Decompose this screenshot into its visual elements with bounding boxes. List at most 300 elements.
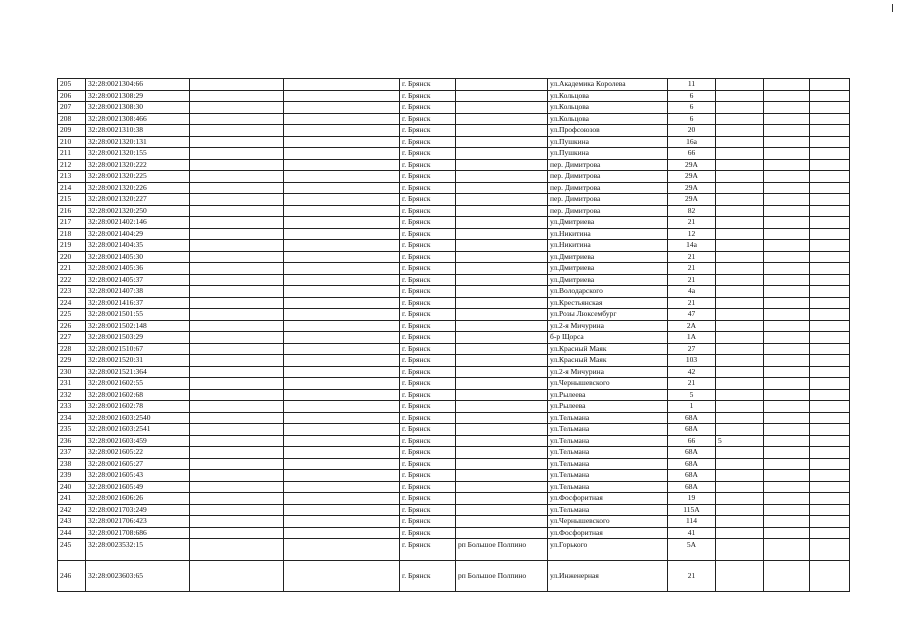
extra-cell: [716, 481, 764, 493]
house-number-cell: 6: [668, 113, 716, 125]
empty-cell: [764, 251, 810, 263]
empty-cell: [190, 561, 284, 592]
empty-cell: [284, 136, 400, 148]
empty-cell: [190, 286, 284, 298]
empty-cell: [284, 148, 400, 160]
house-number-cell: 21: [668, 263, 716, 275]
extra-cell: [716, 527, 764, 539]
row-number: 218: [58, 228, 86, 240]
cadastral-number: 32:28:0021308:466: [86, 113, 190, 125]
city-cell: г. Брянск: [400, 240, 456, 252]
empty-cell: [190, 493, 284, 505]
empty-cell: [190, 343, 284, 355]
house-number-cell: 14а: [668, 240, 716, 252]
row-number: 210: [58, 136, 86, 148]
city-cell: г. Брянск: [400, 286, 456, 298]
locality-cell: [456, 274, 548, 286]
table-row: [58, 447, 850, 459]
house-number-cell: 114: [668, 516, 716, 528]
empty-cell: [764, 240, 810, 252]
cadastral-number: 32:28:0021320:131: [86, 136, 190, 148]
row-number: 238: [58, 458, 86, 470]
cadastral-number: 32:28:0021320:227: [86, 194, 190, 206]
city-cell: г. Брянск: [400, 194, 456, 206]
locality-cell: [456, 332, 548, 344]
empty-cell: [284, 205, 400, 217]
empty-cell: [764, 217, 810, 229]
cadastral-number: 32:28:0021603:459: [86, 435, 190, 447]
city-cell: г. Брянск: [400, 102, 456, 114]
house-number-cell: 21: [668, 561, 716, 592]
empty-cell: [190, 159, 284, 171]
extra-cell: [716, 412, 764, 424]
empty-cell: [190, 424, 284, 436]
extra-cell: [716, 228, 764, 240]
cadastral-number: 32:28:0021405:37: [86, 274, 190, 286]
empty-cell: [764, 286, 810, 298]
empty-cell: [764, 378, 810, 390]
street-cell: ул.Академика Королева: [548, 79, 668, 91]
empty-cell: [284, 447, 400, 459]
empty-cell: [284, 90, 400, 102]
street-cell: ул.Чернышевского: [548, 378, 668, 390]
cadastral-number: 32:28:0021310:38: [86, 125, 190, 137]
table-row: [58, 113, 850, 125]
table-row: [58, 194, 850, 206]
street-cell: ул.2-я Мичурина: [548, 366, 668, 378]
empty-cell: [810, 90, 850, 102]
locality-cell: [456, 435, 548, 447]
empty-cell: [190, 194, 284, 206]
row-number: 205: [58, 79, 86, 91]
empty-cell: [810, 113, 850, 125]
empty-cell: [764, 90, 810, 102]
cadastral-number: 32:28:0021602:68: [86, 389, 190, 401]
extra-cell: [716, 458, 764, 470]
row-number: 232: [58, 389, 86, 401]
house-number-cell: 21: [668, 297, 716, 309]
empty-cell: [810, 240, 850, 252]
cadastral-number: 32:28:0021308:30: [86, 102, 190, 114]
row-number: 206: [58, 90, 86, 102]
empty-cell: [810, 263, 850, 275]
row-number: 236: [58, 435, 86, 447]
city-cell: г. Брянск: [400, 113, 456, 125]
street-cell: ул.Профсоюзов: [548, 125, 668, 137]
row-number: 231: [58, 378, 86, 390]
locality-cell: [456, 378, 548, 390]
house-number-cell: 21: [668, 217, 716, 229]
extra-cell: [716, 539, 764, 561]
house-number-cell: 68А: [668, 447, 716, 459]
row-number: 233: [58, 401, 86, 413]
city-cell: г. Брянск: [400, 148, 456, 160]
cadastral-number: 32:28:0021605:27: [86, 458, 190, 470]
house-number-cell: 41: [668, 527, 716, 539]
locality-cell: [456, 136, 548, 148]
city-cell: г. Брянск: [400, 447, 456, 459]
row-number: 222: [58, 274, 86, 286]
street-cell: ул.Горького: [548, 539, 668, 561]
extra-cell: [716, 90, 764, 102]
locality-cell: [456, 447, 548, 459]
extra-cell: [716, 424, 764, 436]
empty-cell: [810, 274, 850, 286]
city-cell: г. Брянск: [400, 159, 456, 171]
street-cell: ул.Красный Маяк: [548, 343, 668, 355]
cadastral-number: 32:28:0021320:225: [86, 171, 190, 183]
empty-cell: [190, 309, 284, 321]
empty-cell: [190, 435, 284, 447]
cadastral-number: 32:28:0021320:250: [86, 205, 190, 217]
empty-cell: [190, 378, 284, 390]
locality-cell: [456, 458, 548, 470]
table-row: [58, 240, 850, 252]
city-cell: г. Брянск: [400, 470, 456, 482]
city-cell: г. Брянск: [400, 539, 456, 561]
empty-cell: [190, 447, 284, 459]
empty-cell: [764, 366, 810, 378]
empty-cell: [190, 389, 284, 401]
cadastral-number: 32:28:0021308:29: [86, 90, 190, 102]
extra-cell: [716, 561, 764, 592]
extra-cell: [716, 470, 764, 482]
row-number: 209: [58, 125, 86, 137]
cadastral-number: 32:28:0021503:29: [86, 332, 190, 344]
extra-cell: [716, 125, 764, 137]
row-number: 213: [58, 171, 86, 183]
street-cell: ул.Рылеева: [548, 401, 668, 413]
extra-cell: [716, 493, 764, 505]
row-number: 228: [58, 343, 86, 355]
street-cell: пер. Димитрова: [548, 159, 668, 171]
locality-cell: [456, 159, 548, 171]
empty-cell: [284, 401, 400, 413]
street-cell: ул.Красный Маяк: [548, 355, 668, 367]
house-number-cell: 66: [668, 435, 716, 447]
locality-cell: [456, 90, 548, 102]
empty-cell: [284, 194, 400, 206]
street-cell: ул.Крестьянская: [548, 297, 668, 309]
street-cell: пер. Димитрова: [548, 194, 668, 206]
street-cell: ул.Рылеева: [548, 389, 668, 401]
street-cell: ул.Тельмана: [548, 435, 668, 447]
empty-cell: [764, 205, 810, 217]
house-number-cell: 11: [668, 79, 716, 91]
row-number: 224: [58, 297, 86, 309]
table-row: [58, 263, 850, 275]
empty-cell: [190, 205, 284, 217]
city-cell: г. Брянск: [400, 343, 456, 355]
extra-cell: [716, 286, 764, 298]
street-cell: ул.Дмитриева: [548, 274, 668, 286]
empty-cell: [764, 274, 810, 286]
city-cell: г. Брянск: [400, 217, 456, 229]
empty-cell: [284, 274, 400, 286]
locality-cell: [456, 527, 548, 539]
empty-cell: [764, 527, 810, 539]
street-cell: ул.Тельмана: [548, 504, 668, 516]
locality-cell: [456, 389, 548, 401]
empty-cell: [764, 355, 810, 367]
extra-cell: [716, 102, 764, 114]
city-cell: г. Брянск: [400, 79, 456, 91]
empty-cell: [284, 561, 400, 592]
empty-cell: [190, 263, 284, 275]
empty-cell: [190, 240, 284, 252]
empty-cell: [810, 228, 850, 240]
row-number: 214: [58, 182, 86, 194]
locality-cell: [456, 171, 548, 183]
city-cell: г. Брянск: [400, 527, 456, 539]
street-cell: ул.Дмитриева: [548, 217, 668, 229]
row-number: 245: [58, 539, 86, 561]
locality-cell: [456, 286, 548, 298]
row-number: 223: [58, 286, 86, 298]
house-number-cell: 29А: [668, 159, 716, 171]
cadastral-number: 32:28:0023603:65: [86, 561, 190, 592]
extra-cell: [716, 194, 764, 206]
extra-cell: [716, 251, 764, 263]
empty-cell: [810, 458, 850, 470]
house-number-cell: 42: [668, 366, 716, 378]
row-number: 220: [58, 251, 86, 263]
empty-cell: [284, 286, 400, 298]
house-number-cell: 21: [668, 251, 716, 263]
empty-cell: [764, 320, 810, 332]
extra-cell: [716, 447, 764, 459]
empty-cell: [764, 171, 810, 183]
empty-cell: [284, 217, 400, 229]
empty-cell: [284, 343, 400, 355]
empty-cell: [764, 297, 810, 309]
table-row: [58, 297, 850, 309]
table-row: [58, 228, 850, 240]
locality-cell: [456, 263, 548, 275]
street-cell: пер. Димитрова: [548, 171, 668, 183]
city-cell: г. Брянск: [400, 205, 456, 217]
empty-cell: [810, 481, 850, 493]
empty-cell: [190, 401, 284, 413]
margin-mark: [892, 4, 893, 12]
empty-cell: [284, 240, 400, 252]
empty-cell: [810, 516, 850, 528]
empty-cell: [764, 424, 810, 436]
extra-cell: [716, 366, 764, 378]
cadastral-number: 32:28:0021602:78: [86, 401, 190, 413]
house-number-cell: 21: [668, 274, 716, 286]
table-row: [58, 286, 850, 298]
cadastral-number: 32:28:0021502:148: [86, 320, 190, 332]
empty-cell: [284, 251, 400, 263]
empty-cell: [284, 228, 400, 240]
empty-cell: [764, 309, 810, 321]
house-number-cell: 66: [668, 148, 716, 160]
street-cell: пер. Димитрова: [548, 182, 668, 194]
empty-cell: [810, 182, 850, 194]
cadastral-number: 32:28:0021520:31: [86, 355, 190, 367]
row-number: 208: [58, 113, 86, 125]
row-number: 243: [58, 516, 86, 528]
city-cell: г. Брянск: [400, 458, 456, 470]
empty-cell: [190, 102, 284, 114]
city-cell: г. Брянск: [400, 561, 456, 592]
table-row: [58, 493, 850, 505]
house-number-cell: 21: [668, 378, 716, 390]
street-cell: ул.Фосфоритная: [548, 493, 668, 505]
locality-cell: [456, 470, 548, 482]
street-cell: ул.Тельмана: [548, 470, 668, 482]
extra-cell: [716, 148, 764, 160]
empty-cell: [764, 136, 810, 148]
cadastral-number: 32:28:0021605:49: [86, 481, 190, 493]
house-number-cell: 20: [668, 125, 716, 137]
empty-cell: [810, 527, 850, 539]
house-number-cell: 29А: [668, 171, 716, 183]
city-cell: г. Брянск: [400, 228, 456, 240]
row-number: 207: [58, 102, 86, 114]
row-number: 219: [58, 240, 86, 252]
empty-cell: [810, 504, 850, 516]
house-number-cell: 115А: [668, 504, 716, 516]
empty-cell: [810, 286, 850, 298]
table-row: [58, 401, 850, 413]
row-number: 237: [58, 447, 86, 459]
street-cell: ул.Кольцова: [548, 102, 668, 114]
extra-cell: 5: [716, 435, 764, 447]
empty-cell: [810, 205, 850, 217]
locality-cell: [456, 228, 548, 240]
empty-cell: [810, 332, 850, 344]
street-cell: ул.Пушкина: [548, 148, 668, 160]
house-number-cell: 29А: [668, 182, 716, 194]
house-number-cell: 68А: [668, 458, 716, 470]
street-cell: пер. Димитрова: [548, 205, 668, 217]
city-cell: г. Брянск: [400, 263, 456, 275]
cadastral-number: 32:28:0021521:364: [86, 366, 190, 378]
empty-cell: [190, 251, 284, 263]
city-cell: г. Брянск: [400, 355, 456, 367]
empty-cell: [810, 424, 850, 436]
extra-cell: [716, 389, 764, 401]
house-number-cell: 5А: [668, 539, 716, 561]
locality-cell: [456, 493, 548, 505]
cadastral-number: 32:28:0021501:55: [86, 309, 190, 321]
empty-cell: [190, 332, 284, 344]
extra-cell: [716, 332, 764, 344]
empty-cell: [190, 412, 284, 424]
empty-cell: [764, 493, 810, 505]
empty-cell: [764, 263, 810, 275]
cadastral-number: 32:28:0021416:37: [86, 297, 190, 309]
extra-cell: [716, 309, 764, 321]
empty-cell: [190, 297, 284, 309]
row-number: 244: [58, 527, 86, 539]
city-cell: г. Брянск: [400, 125, 456, 137]
row-number: 226: [58, 320, 86, 332]
empty-cell: [810, 320, 850, 332]
house-number-cell: 12: [668, 228, 716, 240]
table-row: [58, 148, 850, 160]
locality-cell: [456, 148, 548, 160]
row-number: 240: [58, 481, 86, 493]
row-number: 211: [58, 148, 86, 160]
table-row: [58, 320, 850, 332]
table-row: [58, 125, 850, 137]
row-number: 221: [58, 263, 86, 275]
house-number-cell: 29А: [668, 194, 716, 206]
city-cell: г. Брянск: [400, 493, 456, 505]
table-row: [58, 504, 850, 516]
house-number-cell: 16а: [668, 136, 716, 148]
cadastral-number: 32:28:0021407:38: [86, 286, 190, 298]
house-number-cell: 68А: [668, 481, 716, 493]
cadastral-number: 32:28:0021402:146: [86, 217, 190, 229]
empty-cell: [190, 217, 284, 229]
empty-cell: [284, 102, 400, 114]
empty-cell: [190, 516, 284, 528]
city-cell: г. Брянск: [400, 297, 456, 309]
extra-cell: [716, 217, 764, 229]
empty-cell: [190, 481, 284, 493]
extra-cell: [716, 182, 764, 194]
table-row: [58, 182, 850, 194]
table-row: [58, 332, 850, 344]
city-cell: г. Брянск: [400, 251, 456, 263]
row-number: 216: [58, 205, 86, 217]
street-cell: ул.Никитина: [548, 228, 668, 240]
house-number-cell: 1А: [668, 332, 716, 344]
table-row: [58, 159, 850, 171]
extra-cell: [716, 205, 764, 217]
extra-cell: [716, 343, 764, 355]
city-cell: г. Брянск: [400, 401, 456, 413]
table-row: [58, 309, 850, 321]
empty-cell: [190, 470, 284, 482]
empty-cell: [810, 194, 850, 206]
empty-cell: [810, 561, 850, 592]
empty-cell: [810, 136, 850, 148]
empty-cell: [764, 539, 810, 561]
city-cell: г. Брянск: [400, 435, 456, 447]
empty-cell: [764, 412, 810, 424]
empty-cell: [810, 539, 850, 561]
locality-cell: [456, 79, 548, 91]
house-number-cell: 2А: [668, 320, 716, 332]
extra-cell: [716, 263, 764, 275]
row-number: 230: [58, 366, 86, 378]
empty-cell: [284, 458, 400, 470]
table-row: [58, 516, 850, 528]
empty-cell: [810, 412, 850, 424]
locality-cell: [456, 355, 548, 367]
empty-cell: [190, 148, 284, 160]
cadastral-number: 32:28:0021510:67: [86, 343, 190, 355]
empty-cell: [810, 470, 850, 482]
city-cell: г. Брянск: [400, 320, 456, 332]
empty-cell: [190, 366, 284, 378]
empty-cell: [764, 343, 810, 355]
street-cell: ул.Чернышевского: [548, 516, 668, 528]
extra-cell: [716, 297, 764, 309]
empty-cell: [190, 228, 284, 240]
empty-cell: [284, 159, 400, 171]
cadastral-number: 32:28:0021703:249: [86, 504, 190, 516]
house-number-cell: 5: [668, 389, 716, 401]
house-number-cell: 19: [668, 493, 716, 505]
street-cell: ул.Тельмана: [548, 447, 668, 459]
empty-cell: [764, 125, 810, 137]
